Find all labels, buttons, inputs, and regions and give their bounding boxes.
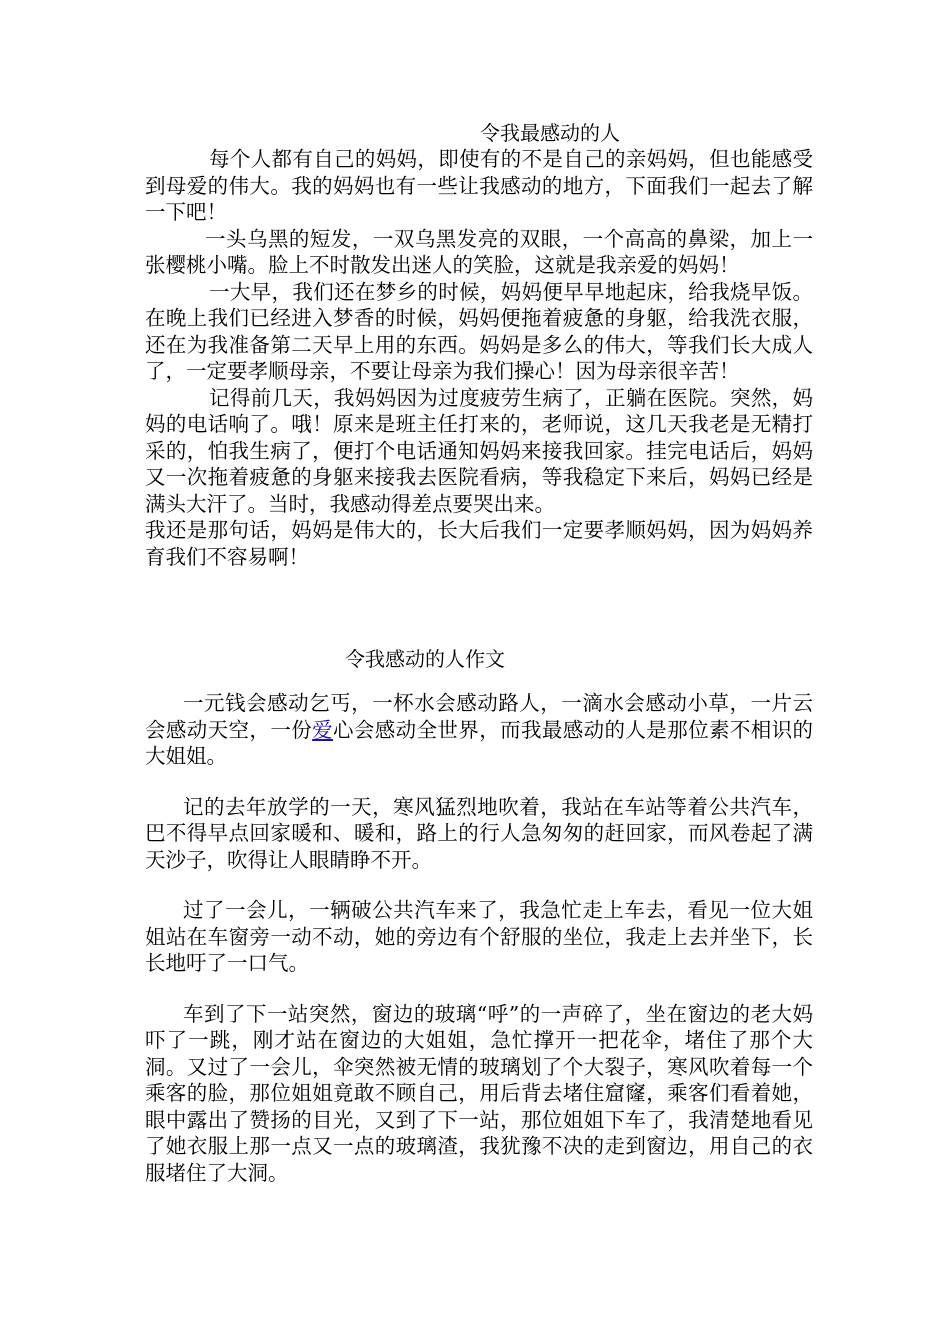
essay2-paragraph: 过了一会儿，一辆破公共汽车来了，我急忙走上车去，看见一位大姐姐站在车窗旁一动不动，她的旁边有个舒服的坐位，我走上去并坐下，长长地吁了一口气。 <box>145 898 813 975</box>
essay1-body <box>145 146 813 570</box>
essay1-paragraph: 一大早，我们还在梦乡的时候，妈妈便早早地起床，给我烧早饭。在晚上我们已经进入梦香的时候，妈妈便拖着疲惫的身躯，给我洗衣服，还在为我准备第二天早上用的东西。妈妈是多么的伟大，等我们长大成人了，一定要孝顺母亲，不要让母亲为我们操心！因为母亲很辛苦！ <box>145 279 813 383</box>
essay1-paragraph: 一头乌黑的短发，一双乌黑发亮的双眼，一个高高的鼻梁，加上一张樱桃小嘴。脸上不时散发出迷人的笑脸，这就是我亲爱的妈妈！ <box>145 226 813 277</box>
essay1-title: 令我最感动的人 <box>480 121 620 145</box>
essay2-body <box>145 690 813 1210</box>
love-link[interactable]: 爱 <box>312 717 333 742</box>
essay2-paragraph <box>145 690 813 770</box>
essay1-paragraph: 记得前几天，我妈妈因为过度疲劳生病了，正躺在医院。突然，妈妈的电话响了。哦！原来是班主任打来的，老师说，这几天我老是无精打采的，怕我生病了，便打个电话通知妈妈来接我回家。挂完电话后，妈妈又一次拖着疲惫的身躯来接我去医院看病，等我稳定下来后，妈妈已经是满头大汗了。当时，我感动得差点要哭出来。 <box>145 385 813 516</box>
essay2-text: 心会感动全世界，而我最感动的人是那位素不相识的大姐姐。 <box>145 717 814 768</box>
essay1-paragraph: 我还是那句话，妈妈是伟大的，长大后我们一定要孝顺妈妈，因为妈妈养育我们不容易啊！ <box>145 518 813 569</box>
essay2-title: 令我感动的人作文 <box>345 647 505 671</box>
essay2-paragraph: 车到了下一站突然，窗边的玻璃“呼”的一声碎了，坐在窗边的老大妈吓了一跳，刚才站在窗边的大姐姐，急忙撑开一把花伞，堵住了那个大洞。又过了一会儿，伞突然被无情的玻璃划了个大裂子，寒风吹着每一个乘客的脸，那位姐姐竟敢不顾自己，用后背去堵住窟窿，乘客们看着她，眼中露出了赞扬的目光，又到了下一站，那位姐姐下车了，我清楚地看见了她衣服上那一点又一点的玻璃渣，我犹豫不决的走到窗边，用自己的衣服堵住了大洞。 <box>145 1001 813 1185</box>
essay2-text: 一元钱会感动乞丐，一杯水会感动路人，一滴水会感动小草，一片云会感动天空，一份 <box>145 691 813 742</box>
essay2-paragraph: 记的去年放学的一天，寒风猛烈地吹着，我站在车站等着公共汽车，巴不得早点回家暖和、暖和，路上的行人急匆匆的赶回家，而风卷起了满天沙子，吹得让人眼睛睁不开。 <box>145 794 813 872</box>
document-page <box>145 120 813 570</box>
essay1-paragraph: 每个人都有自己的妈妈，即使有的不是自己的亲妈妈，但也能感受到母爱的伟大。我的妈妈也有一些让我感动的地方，下面我们一起去了解一下吧！ <box>145 147 813 224</box>
